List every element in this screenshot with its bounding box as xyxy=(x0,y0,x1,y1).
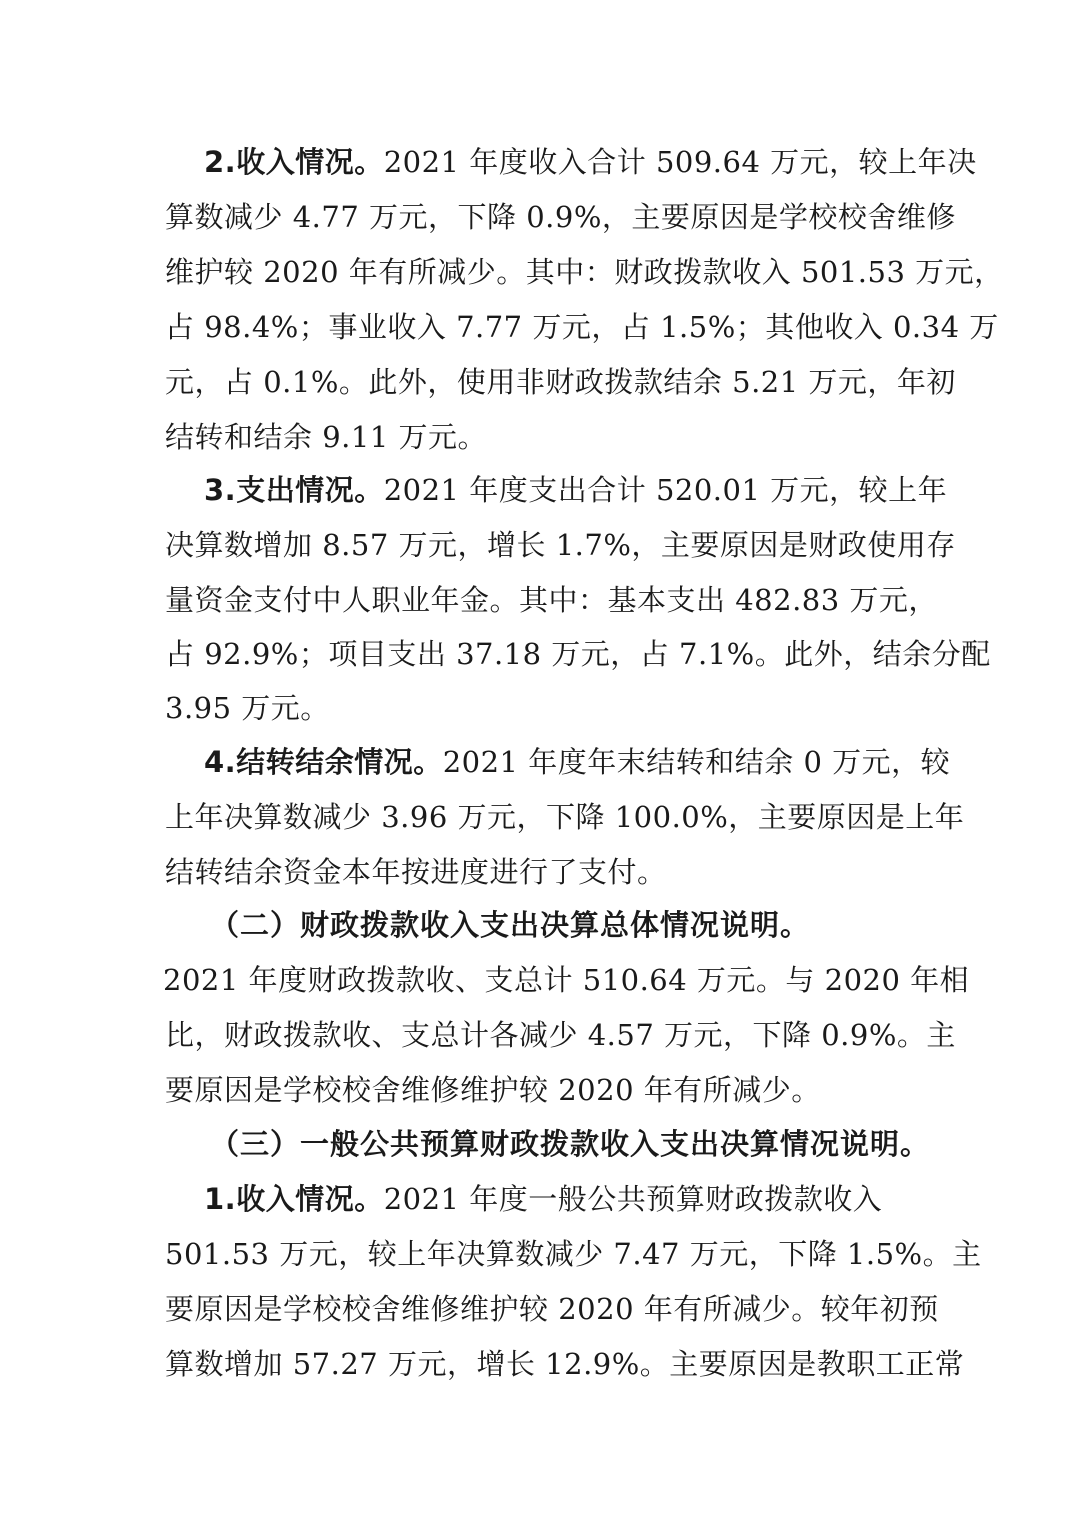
income-line-5: 元，占 0.1%。此外，使用非财政拨款结余 5.21 万元，年初 xyxy=(165,365,956,399)
section-two-line-1: 2021 年度财政拨款收、支总计 510.64 万元。与 2020 年相 xyxy=(163,963,970,997)
section-two-line-2: 比，财政拨款收、支总计各减少 4.57 万元，下降 0.9%。主 xyxy=(165,1018,956,1052)
expense-line-3: 量资金支付中人职业年金。其中：基本支出 482.83 万元， xyxy=(165,583,938,617)
income-line-3: 维护较 2020 年有所减少。其中：财政拨款收入 501.53 万元， xyxy=(165,255,1004,289)
expense-text-1: 2021 年度支出合计 520.01 万元，较上年 xyxy=(383,473,948,507)
section-three-lead: 1.收入情况。 xyxy=(204,1182,384,1216)
section-three-text-1: 2021 年度一般公共预算财政拨款收入 xyxy=(383,1182,883,1216)
section-two-line-3: 要原因是学校校舍维修维护较 2020 年有所减少。 xyxy=(165,1073,821,1107)
expense-line-2: 决算数增加 8.57 万元，增长 1.7%，主要原因是财政使用存 xyxy=(165,528,956,562)
section-two-heading: （二）财政拨款收入支出决算总体情况说明。 xyxy=(210,908,811,942)
income-line-4: 占 98.4%；事业收入 7.77 万元，占 1.5%；其他收入 0.34 万 xyxy=(165,310,999,344)
section-three-heading: （三）一般公共预算财政拨款收入支出决算情况说明。 xyxy=(210,1127,931,1161)
expense-line-5: 3.95 万元。 xyxy=(165,691,330,725)
balance-line-2: 上年决算数减少 3.96 万元，下降 100.0%，主要原因是上年 xyxy=(165,800,965,834)
income-text-1: 2021 年度收入合计 509.64 万元，较上年决 xyxy=(383,145,977,179)
expense-line-1 xyxy=(204,470,947,510)
income-line-6: 结转和结余 9.11 万元。 xyxy=(165,420,488,454)
section-three-line-3: 要原因是学校校舍维修维护较 2020 年有所减少。较年初预 xyxy=(165,1292,939,1326)
balance-line-1 xyxy=(204,742,950,782)
income-line-2: 算数减少 4.77 万元，下降 0.9%，主要原因是学校校舍维修 xyxy=(165,200,956,234)
balance-lead: 4.结转结余情况。 xyxy=(204,745,443,779)
income-lead: 2.收入情况。 xyxy=(204,145,384,179)
section-three-line-2: 501.53 万元，较上年决算数减少 7.47 万元，下降 1.5%。主 xyxy=(165,1237,982,1271)
section-three-line-1 xyxy=(204,1179,882,1219)
expense-lead: 3.支出情况。 xyxy=(204,473,384,507)
income-line-1 xyxy=(204,142,977,182)
section-three-line-4: 算数增加 57.27 万元，增长 12.9%。主要原因是教职工正常 xyxy=(165,1347,965,1381)
balance-text-1: 2021 年度年末结转和结余 0 万元，较 xyxy=(442,745,951,779)
balance-line-3: 结转结余资金本年按进度进行了支付。 xyxy=(165,855,667,889)
expense-line-4: 占 92.9%；项目支出 37.18 万元，占 7.1%。此外，结余分配 xyxy=(165,637,991,671)
